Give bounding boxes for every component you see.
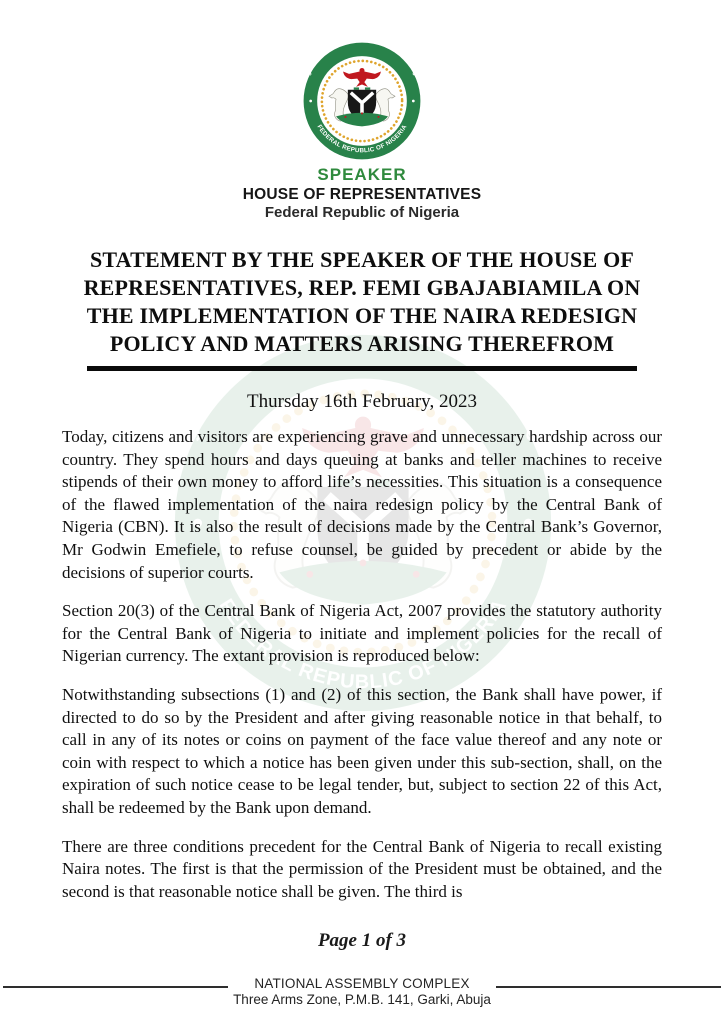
paragraph-4: There are three conditions precedent for the Central Bank of Nigeria to recall existing Naira notes. The first is that the permission of the President must be obtained, and the second is that reasonable notice shall be given. The third is — [62, 836, 662, 901]
statement-title: STATEMENT BY THE SPEAKER OF THE HOUSE OF REPRESENTATIVES, REP. FEMI GBAJABIAMILA ON THE IMPLEMENTATION OF THE NAIRA REDESIGN POLICY AND MATTERS ARISING THEREFROM — [83, 247, 641, 356]
title-divider — [87, 366, 637, 371]
footer-rule-right — [496, 986, 721, 988]
statement-body — [62, 426, 662, 903]
footer-address: Three Arms Zone, P.M.B. 141, Garki, Abuja — [233, 992, 491, 1007]
statement-date: Thursday 16th February, 2023 — [247, 391, 477, 412]
paragraph-2: Section 20(3) of the Central Bank of Nigeria Act, 2007 provides the statutory authority for the Central Bank of Nigeria to initiate and implement policies for the recall of Nigerian currency. The extant provision is reproduced below: — [62, 601, 662, 666]
country-name: Federal Republic of Nigeria — [264, 204, 460, 221]
office-title: SPEAKER — [317, 165, 407, 184]
institution-name: HOUSE OF REPRESENTATIVES — [242, 186, 482, 203]
letterhead-header — [0, 42, 724, 222]
letterhead-footer — [3, 976, 721, 1007]
paragraph-3-quoted-provision: Notwithstanding subsections (1) and (2) of this section, the Bank shall have power, if directed to do so by the President and after giving reasonable notice in that behalf, to call in any of its notes or coins on payment of the face value thereof and any note or coin with respect to which a notice has been given under this sub-section, shall, on the expiration of such notice cease to be legal tender, but, subject to section 22 of this Act, shall be redeemed by the Bank upon demand. — [62, 684, 662, 817]
footer-rule-left — [3, 986, 228, 988]
footer-complex-name: NATIONAL ASSEMBLY COMPLEX — [254, 976, 470, 991]
footer-address-block — [228, 976, 496, 1007]
paragraph-1: Today, citizens and visitors are experiencing grave and unnecessary hardship across our country. They spend hours and days queuing at banks and teller machines to receive stipends of their own money to afford life’s necessities. This situation is a consequence of the flawed implementation of the naira redesign policy by the Central Bank of Nigeria (CBN). It is also the result of decisions made by the Central Bank’s Governor, Mr Godwin Emefiele, to refuse counsel, be guided by precedent or abide by the decisions of superior courts. — [62, 427, 662, 582]
page-indicator: Page 1 of 3 — [317, 930, 407, 952]
speaker-seal-icon — [303, 42, 421, 160]
